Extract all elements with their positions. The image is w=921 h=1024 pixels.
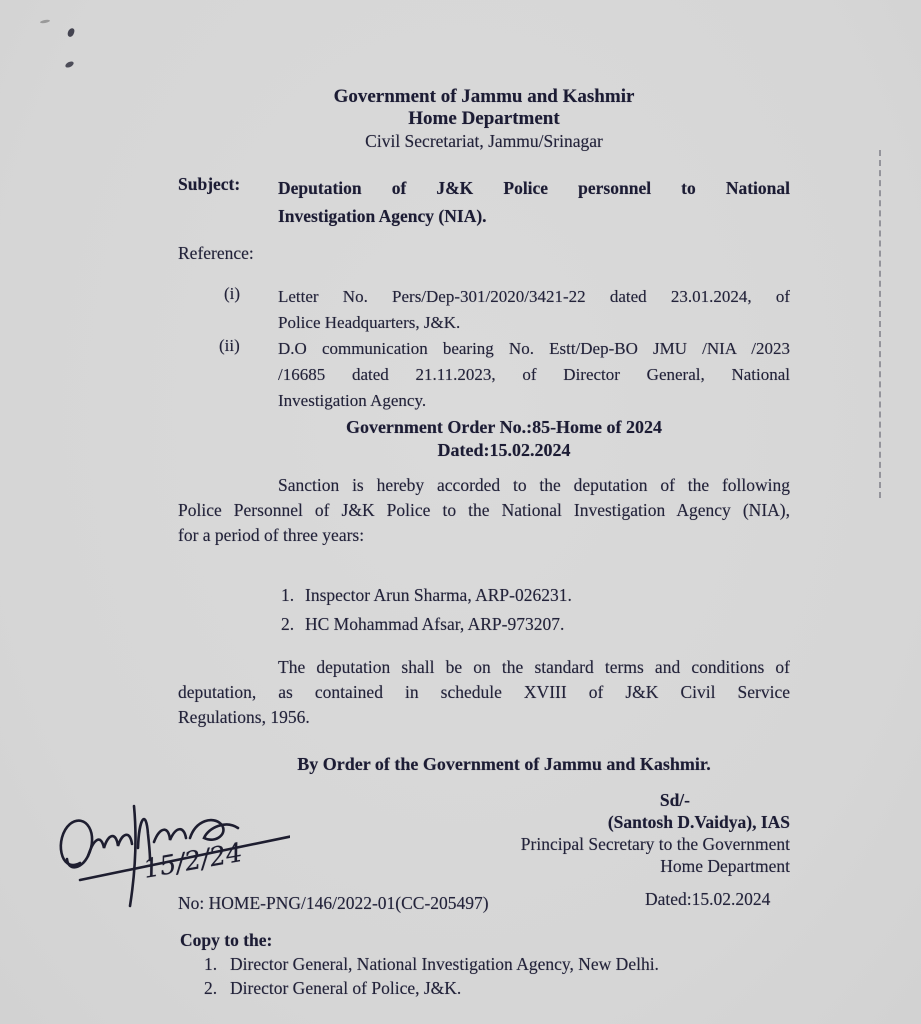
copy-to-label: Copy to the: — [180, 930, 273, 950]
order-date: Dated:15.02.2024 — [437, 440, 571, 460]
subject-line: Deputation of J&K Police personnel to National — [278, 178, 790, 198]
signatory-name: (Santosh D.Vaidya), IAS — [607, 812, 790, 832]
secretariat-line: Civil Secretariat, Jammu/Srinagar — [365, 131, 603, 151]
reference-item-number: (ii) — [219, 336, 240, 355]
by-order-line: By Order of the Government of Jammu and Kashmir. — [297, 754, 711, 774]
reference-label: Reference: — [178, 243, 254, 263]
reference-line: D.O communication bearing No. Estt/Dep-BO JMU /NIA /2023 — [278, 339, 790, 358]
personnel-item — [281, 581, 572, 610]
subject-label: Subject: — [178, 174, 241, 194]
terms-paragraph — [178, 655, 790, 730]
paragraph-line: Police Personnel of J&K Police to the National Investigation Agency (NIA), — [178, 500, 790, 520]
org-title: Government of Jammu and Kashmir — [333, 86, 635, 107]
copy-item-number: 2. — [204, 978, 218, 998]
reference-line: Police Headquarters, J&K. — [278, 313, 461, 332]
paragraph-line: deputation, as contained in schedule XVIII of J&K Civil Service — [178, 682, 790, 702]
copy-item-number: 1. — [204, 954, 218, 974]
personnel-item-text: HC Mohammad Afsar, ARP-973207. — [305, 614, 565, 634]
subject-text — [278, 174, 790, 230]
reference-item-number: (i) — [224, 284, 241, 303]
paragraph-line: for a period of three years: — [178, 525, 365, 545]
signatory-block — [478, 789, 790, 877]
reference-item-2 — [278, 336, 790, 414]
personnel-item-number: 2. — [281, 614, 295, 634]
signatory-department: Home Department — [660, 856, 790, 876]
personnel-item-text: Inspector Arun Sharma, ARP-026231. — [305, 585, 572, 605]
file-number: No: HOME-PNG/146/2022-01(CC-205497) — [178, 893, 489, 913]
department-title: Home Department — [408, 108, 560, 129]
sd-line: Sd/- — [659, 790, 690, 810]
ink-speck — [64, 60, 74, 69]
personnel-item — [281, 610, 572, 639]
paragraph-line: Sanction is hereby accorded to the deputation of the following — [278, 475, 790, 495]
order-number: Government Order No.:85-Home of 2024 — [345, 417, 663, 437]
handwritten-signature — [50, 778, 290, 910]
reference-line: Letter No. Pers/Dep-301/2020/3421-22 dated 23.01.2024, of — [278, 287, 790, 306]
footer-date: Dated:15.02.2024 — [645, 889, 771, 909]
paragraph-line: The deputation shall be on the standard terms and conditions of — [278, 657, 790, 677]
subject-line: Investigation Agency (NIA). — [278, 206, 487, 226]
binder-edge-artifact — [879, 150, 881, 498]
reference-line: Investigation Agency. — [278, 391, 427, 410]
personnel-item-number: 1. — [281, 585, 295, 605]
signatory-title: Principal Secretary to the Government — [520, 834, 790, 854]
copy-to-item — [180, 976, 659, 1000]
copy-to-block — [180, 928, 659, 1000]
reference-item-1 — [278, 284, 790, 336]
letterhead — [178, 86, 790, 152]
copy-item-text: Director General of Police, J&K. — [230, 978, 462, 998]
signature-date: 15/2/24 — [141, 837, 245, 885]
reference-line: /16685 dated 21.11.2023, of Director General, National — [278, 365, 790, 384]
scan-scratch — [40, 19, 50, 24]
sanction-paragraph — [178, 473, 790, 548]
signature-ink — [50, 778, 290, 910]
ink-speck — [67, 27, 75, 37]
order-heading — [198, 416, 810, 462]
copy-item-text: Director General, National Investigation Agency, New Delhi. — [230, 954, 659, 974]
personnel-list — [281, 581, 572, 639]
copy-to-item — [180, 952, 659, 976]
paragraph-line: Regulations, 1956. — [178, 707, 310, 727]
